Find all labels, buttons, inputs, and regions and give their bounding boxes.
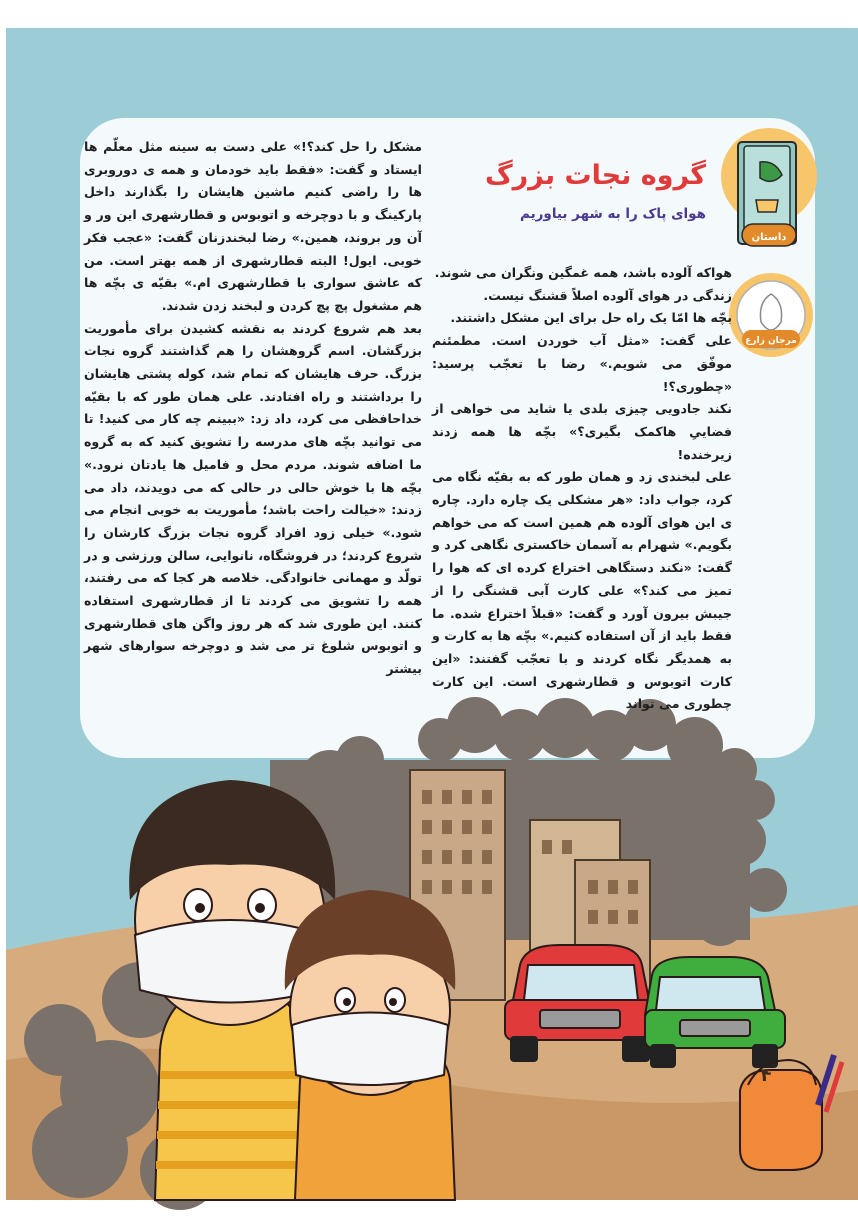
author-portrait-icon [728, 272, 814, 358]
author-badge [728, 272, 814, 358]
category-badge [720, 120, 818, 260]
author-name: مرجان زارع [745, 336, 797, 346]
story-column-left [84, 136, 422, 681]
story-subtitle: هوای پاک را به شهر بیاوریم [520, 206, 706, 222]
category-label: داستان [751, 232, 787, 243]
page-number: ۴ [760, 1065, 772, 1086]
paragraph: بچّه ها امّا یک راه حل برای این مشکل داشتند. [450, 310, 732, 326]
book-quill-icon [720, 120, 818, 260]
paragraph: زندگی در هوای آلوده اصلاً قشنگ نیست. [483, 287, 732, 303]
story-column-right [432, 262, 732, 716]
story-title: گروه نجات بزرگ [484, 160, 706, 191]
paragraph: نکند جادویی چیزی بلدی یا شاید می خواهی از فضاییِ هاکمک بگیری؟» بچّه ها همه زدند زیرخنده! [432, 401, 732, 462]
paragraph: علی گفت: «مثل آب خوردن است. مطمئنم موفّق می شویم.» رضا با تعجّب پرسید: «چطوری؟! [432, 333, 732, 394]
paragraph: علی لبخندی زد و همان طور که به بقیّه نگاه می کرد، جواب داد: «هر مشکلی یک چاره دارد. چاره ی این هوای آلوده هم همین است که می خواهم بگویم.» شهرام به آسمان خاکستری نگاهی کرد و گفت: «نکند دستگاهی اختراع کرده ای که هوا را تمیز می کند؟» علی کارت آبی قشنگی را از جیبش بیرون آورد و گفت: «قبلاً اختراع شده. ما فقط باید از آن استفاده کنیم.» بچّه ها به کارت و به همدیگر نگاه کردند و با تعجّب گفتند: «این کارت اتوبوس و قطارشهری است. این کارت چطوری می تواند [432, 469, 732, 712]
paragraph: هواکه آلوده باشد، همه غمگین ونگران می شوند. [434, 265, 732, 280]
paragraph: بعد هم شروع کردند به نقشه کشیدن برای مأموریت بزرگشان. اسم گروهشان را هم گذاشتند گروه نجات بزرگ. حرف هایشان که تمام شد، کوله پشتی هایشان را برداشتند و راه افتادند. علی همان طور که با بقیّه خداحافظی می کرد، داد زد: «ببینم چه کار می کنید! تا می توانید بچّه های مدرسه را تشویق کنید که به گروه ما اضافه شوند. مردم محل و فامیل ها یادتان نرود.» بچّه ها با خوش حالی در حالی که می دویدند، داد می زدند: «خیالت راحت باشد؛ مأموریت به خوبی انجام می شود.» خیلی زود افراد گروه نجات بزرگ کارشان را شروع کردند؛ در فروشگاه، نانوایی، سالن ورزشی و در تولّد و مهمانی خانوادگی. خلاصه هر کجا که می رفتند، همه را تشویق می کردند تا از قطارشهری استفاده کنند. این طوری شد که هر روز واگن های قطارشهری و اتوبوس شلوغ تر می شد و دوچرخه سوارهای شهر بیشتر [84, 320, 422, 677]
paragraph: مشکل را حل کند؟!» علی دست به سینه مثل معلّم ها ایستاد و گفت: «فقط باید خودمان و همه ی دوروبری ها را راضی کنیم ماشین هایشان را بگذارند داخل پارکینگ و با دوچرخه و اتوبوس و قطارشهری این ور و آن ور بروند، همین.» رضا لبخندزنان گفت: «عجب فکر خوبی. ایول! البته قطارشهری از همه بهتر است. من که عاشق سواری با قطارشهری ام.» بقیّه ی بچّه ها هم مشغول پچ پچ کردن و لبخند زدن شدند. [84, 139, 422, 313]
